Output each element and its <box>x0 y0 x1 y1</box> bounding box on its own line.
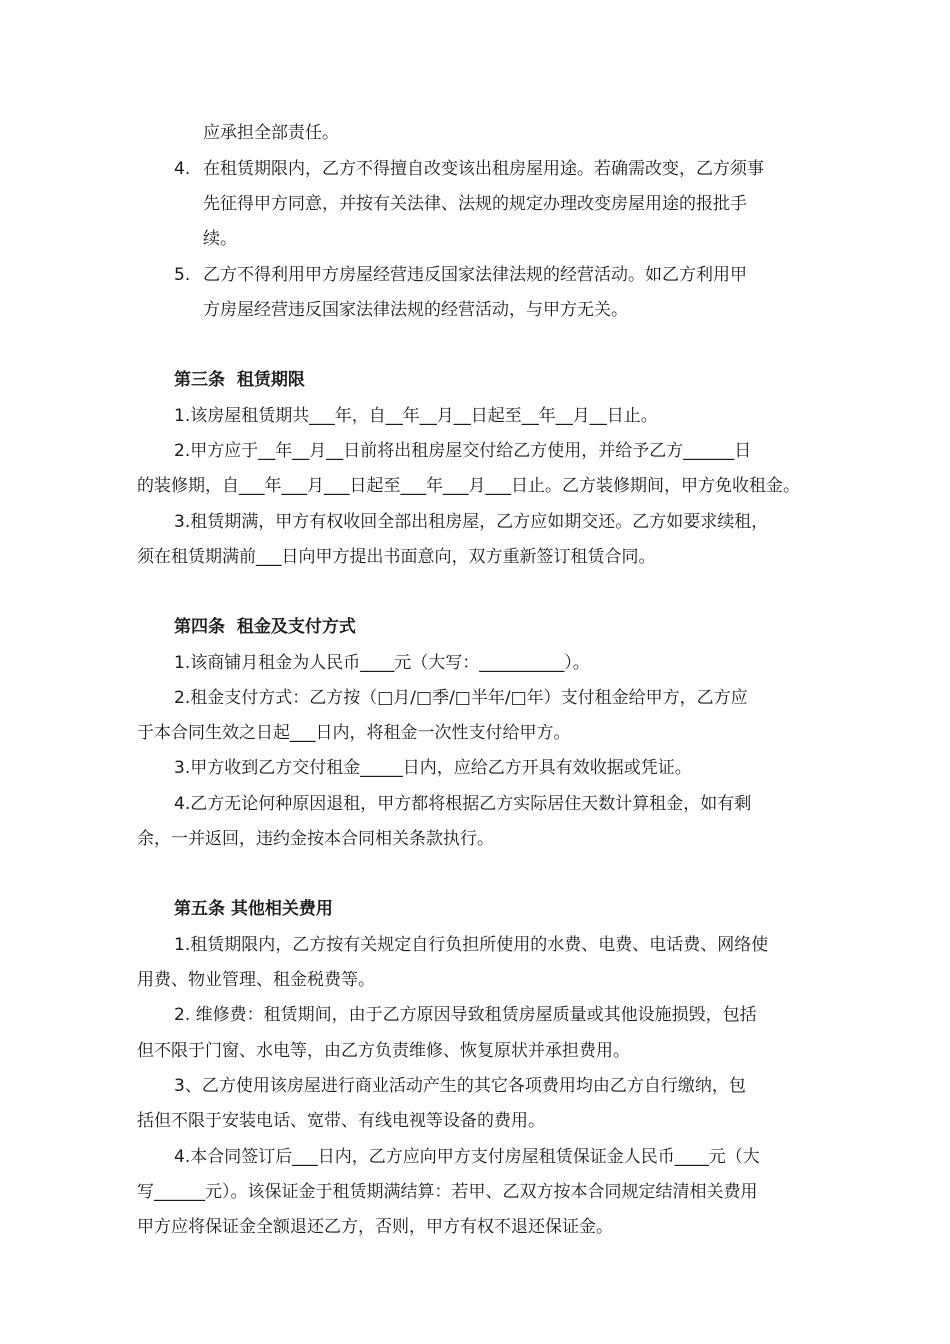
section-3-para-3-line-2: 须在租赁期满前___日向甲方提出书面意向，双方重新签订租赁合同。 <box>137 547 656 567</box>
item-5-line-1: 乙方不得利用甲方房屋经营违反国家法律法规的经营活动。如乙方利用甲 <box>203 265 747 285</box>
section-5-para-1-line-1: 1.租赁期限内，乙方按有关规定自行负担所使用的水费、电费、电话费、网络使 <box>174 935 769 955</box>
item-4-line-2: 先征得甲方同意，并按有关法律、法规的规定办理改变房屋用途的报批手 <box>203 194 747 214</box>
section-5-para-2-line-1: 2. 维修费：租赁期间，由于乙方原因导致租赁房屋质量或其他设施损毁，包括 <box>174 1005 757 1025</box>
section-4-para-4-line-1: 4.乙方无论何种原因退租，甲方都将根据乙方实际居住天数计算租金，如有剩 <box>174 794 752 814</box>
section-5-para-4-line-3: 甲方应将保证金全额退还乙方，否则，甲方有权不退还保证金。 <box>137 1217 613 1237</box>
section-5-para-4-line-2: 写______元）。该保证金于租赁期满结算：若甲、乙双方按本合同规定结清相关费用 <box>137 1182 758 1202</box>
section-4-para-1: 1.该商铺月租金为人民币____元（大写：__________）。 <box>174 653 590 673</box>
item-4-line-3: 续。 <box>203 229 237 249</box>
section-5-para-3-line-2: 括但不限于安装电话、宽带、有线电视等设备的费用。 <box>137 1111 545 1131</box>
clause-continuation: 应承担全部责任。 <box>203 123 339 143</box>
section-4-para-2-line-2: 于本合同生效之日起___日内，将租金一次性支付给甲方。 <box>137 723 571 743</box>
item-number-5: 5. <box>174 265 191 285</box>
section-5-heading: 第五条 其他相关费用 <box>174 899 333 919</box>
section-4-heading: 第四条 租金及支付方式 <box>174 617 356 637</box>
section-3-para-2-line-2: 的装修期，自___年___月___日起至___年___月___日止。乙方装修期间，甲方免收租金。 <box>137 476 800 496</box>
item-4-line-1: 在租赁期限内，乙方不得擅自改变该出租房屋用途。若确需改变，乙方须事 <box>203 159 764 179</box>
section-3-para-3-line-1: 3.租赁期满，甲方有权收回全部出租房屋，乙方应如期交还。乙方如要求续租， <box>174 512 769 532</box>
section-4-para-3: 3.甲方收到乙方交付租金_____日内，应给乙方开具有效收据或凭证。 <box>174 758 692 778</box>
section-5-para-1-line-2: 用费、物业管理、租金税费等。 <box>137 970 375 990</box>
section-5-para-3-line-1: 3、乙方使用该房屋进行商业活动产生的其它各项费用均由乙方自行缴纳，包 <box>174 1076 746 1096</box>
section-4-para-4-line-2: 余，一并返回，违约金按本合同相关条款执行。 <box>137 829 494 849</box>
section-3-para-2-line-1: 2.甲方应于__年__月__日前将出租房屋交付给乙方使用，并给予乙方______日 <box>174 441 752 461</box>
section-5-para-2-line-2: 但不限于门窗、水电等，由乙方负责维修、恢复原状并承担费用。 <box>137 1041 630 1061</box>
section-5-para-4-line-1: 4.本合同签订后___日内，乙方应向甲方支付房屋租赁保证金人民币____元（大 <box>174 1147 760 1167</box>
section-4-para-2-line-1: 2.租金支付方式：乙方按（□月/□季/□半年/□年）支付租金给甲方，乙方应 <box>174 688 748 708</box>
item-5-line-2: 方房屋经营违反国家法律法规的经营活动，与甲方无关。 <box>203 300 628 320</box>
item-number-4: 4. <box>174 159 191 179</box>
section-3-para-1: 1.该房屋租赁期共___年，自__年__月__日起至__年__月__日止。 <box>174 406 658 426</box>
section-3-heading: 第三条 租赁期限 <box>174 370 305 390</box>
